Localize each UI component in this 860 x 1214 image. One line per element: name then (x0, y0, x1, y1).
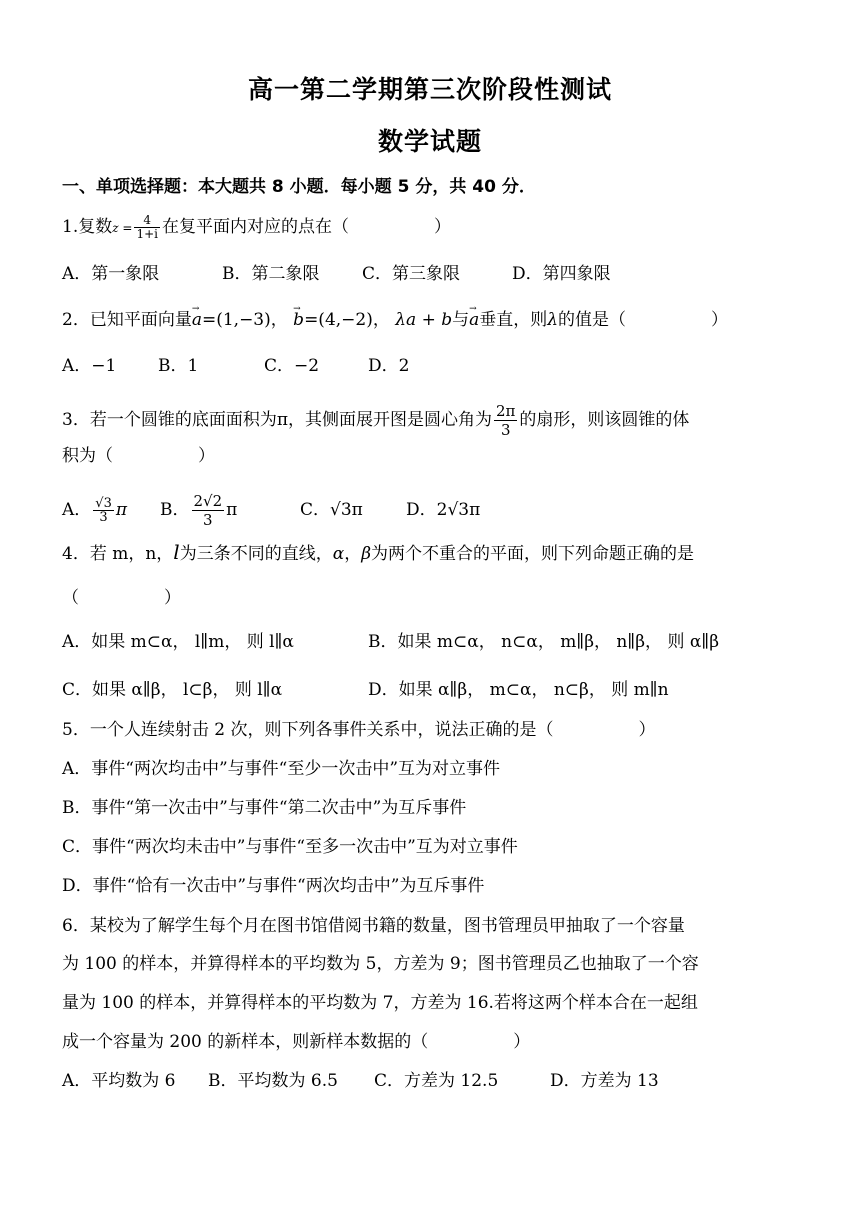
q3-option-b: B． $\frac{2√2}{3}$ π (160, 492, 238, 529)
question-3-line2: 积为（ ） (62, 446, 215, 466)
q5-option-c: C．事件“两次均未击中”与事件“至多一次击中”互为对立事件 (62, 837, 518, 857)
q2-option-a: A．−1 (62, 356, 117, 376)
q1-option-c: C．第三象限 (362, 264, 461, 284)
question-6-options (62, 1069, 659, 1093)
question-4-options-ab (62, 630, 719, 654)
section-heading: 一、单项选择题：本大题共 8 小题．每小题 5 分，共 40 分． (62, 177, 536, 197)
question-2-stem: 2．已知平面向量→ a=(1,−3)， → b=(4,−2)， λa + b与→ a垂直，则λ的值是（ ） (62, 308, 728, 332)
q4-option-b: B．如果 m⊂α， n⊂α， m∥β， n∥β， 则 α∥β (368, 632, 720, 652)
exam-title: 高一第二学期第三次阶段性测试 (247, 75, 612, 104)
q6-option-d: D．方差为 13 (550, 1071, 659, 1091)
q5-option-a: A．事件“两次均击中”与事件“至少一次击中”互为对立事件 (62, 759, 501, 779)
question-6-line2: 为 100 的样本，并算得样本的平均数为 5，方差为 9；图书管理员乙也抽取了一个容 (62, 954, 699, 974)
q1-fraction: $\frac{4}{1+i}$ (136, 213, 158, 241)
question-2-options (62, 354, 409, 378)
q4-option-d: D．如果 α∥β， m⊂α， n⊂β， 则 m∥n (368, 680, 669, 700)
q4-option-a: A．如果 m⊂α， l∥m， 则 l∥α (62, 632, 294, 652)
q3-fraction: $\frac{2\pi}{3}$ (496, 402, 516, 439)
q3-option-a: A． $\frac{√3}{3}$ π (62, 496, 128, 525)
question-4-options-cd (62, 678, 669, 702)
question-5-stem: 5．一个人连续射击 2 次，则下列各事件关系中，说法正确的是（ ） (62, 720, 656, 740)
question-4-stem: 4．若 m，n，l为三条不同的直线，α，β为两个不重合的平面，则下列命题正确的是 (62, 540, 695, 564)
q5-option-d: D．事件“恰有一次击中”与事件“两次均击中”为互斥事件 (62, 876, 485, 896)
question-3-stem: 3．若一个圆锥的底面面积为π，其侧面展开图是圆心角为 $\frac{2\pi}{3}$ 的扇形，则该圆锥的体 (62, 402, 690, 439)
q3-option-c: C．√3π (300, 500, 363, 520)
z-symbol: z = (112, 221, 133, 235)
q5-option-b: B．事件“第一次击中”与事件“第二次击中”为互斥事件 (62, 798, 467, 818)
q3-option-d: D．2√3π (406, 500, 481, 520)
q6-option-b: B．平均数为 6.5 (208, 1071, 338, 1091)
q6-option-c: C．方差为 12.5 (374, 1071, 499, 1091)
q4-option-c: C．如果 α∥β， l⊂β， 则 l∥α (62, 680, 283, 700)
q1-option-d: D．第四象限 (512, 264, 611, 284)
question-6-line4: 成一个容量为 200 的新样本，则新样本数据的（ ） (62, 1032, 531, 1052)
q1-option-b: B．第二象限 (222, 264, 320, 284)
q2-option-c: C．−2 (264, 356, 320, 376)
question-1-stem: 1.复数z = $\frac{4}{1+i}$ 在复平面内对应的点在（ ） (62, 213, 451, 241)
q1-option-a: A．第一象限 (62, 264, 160, 284)
exam-subtitle: 数学试题 (377, 127, 482, 156)
question-4-line2: （ ） (62, 588, 181, 608)
q2-option-d: D．2 (368, 356, 410, 376)
question-3-options (62, 492, 480, 529)
question-6-line1: 6．某校为了解学生每个月在图书馆借阅书籍的数量，图书管理员甲抽取了一个容量 (62, 916, 685, 936)
question-1-options (62, 262, 611, 286)
q6-option-a: A．平均数为 6 (62, 1071, 176, 1091)
question-6-line3: 量为 100 的样本，并算得样本的平均数为 7，方差为 16.若将这两个样本合在一起组 (62, 993, 698, 1013)
q2-option-b: B．1 (158, 356, 199, 376)
